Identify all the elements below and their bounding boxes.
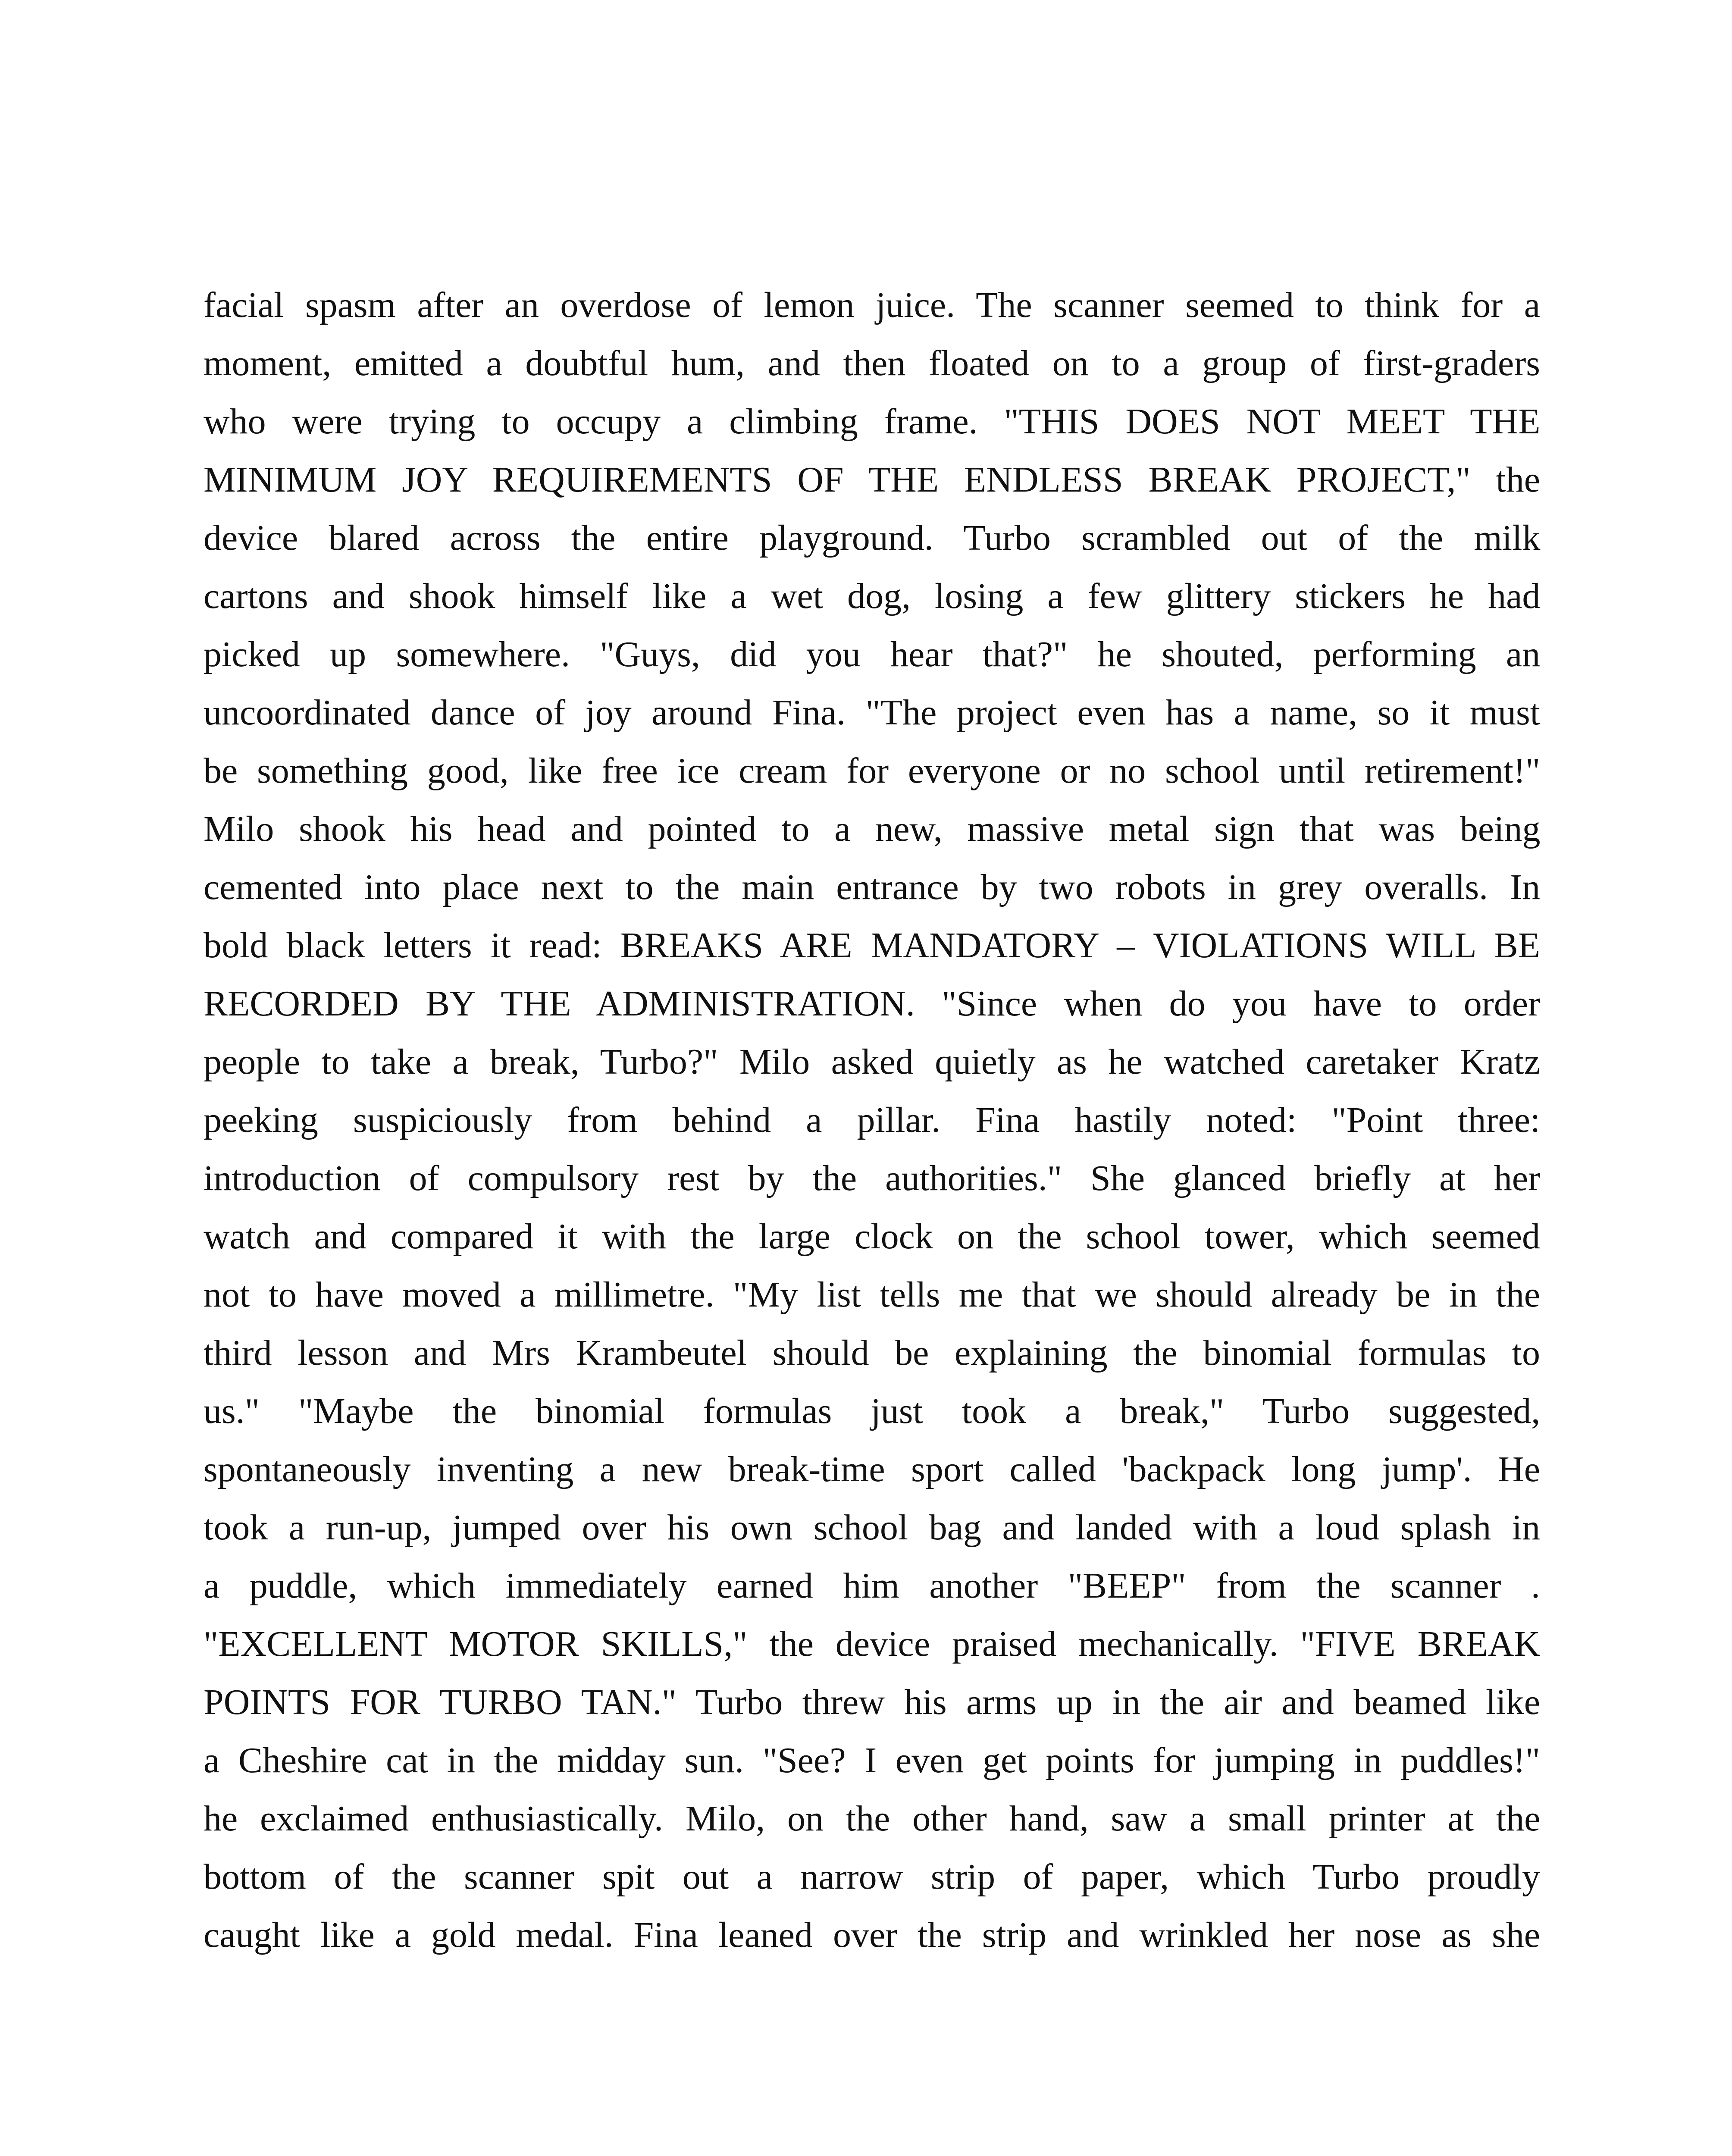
text-line: a Cheshire cat in the midday sun. "See? I even get points for jumping in puddles!" — [204, 1740, 1540, 1780]
text-line: uncoordinated dance of joy around Fina. "The project even has a name, so it must — [204, 693, 1540, 733]
body-text — [204, 276, 1540, 1964]
text-line: cemented into place next to the main entrance by two robots in grey overalls. In — [204, 867, 1541, 907]
text-line: be something good, like free ice cream for everyone or no school until retirement!" — [204, 751, 1541, 791]
text-line: people to take a break, Turbo?" Milo asked quietly as he watched caretaker Kratz — [204, 1042, 1540, 1082]
text-line: bold black letters it read: BREAKS ARE MANDATORY – VIOLATIONS WILL BE — [204, 925, 1540, 965]
text-line: device blared across the entire playground. Turbo scrambled out of the milk — [204, 518, 1541, 558]
text-line: us." "Maybe the binomial formulas just took a break," Turbo suggested, — [204, 1391, 1541, 1431]
text-line: not to have moved a millimetre. "My list tells me that we should already be in the — [204, 1275, 1540, 1315]
text-line: bottom of the scanner spit out a narrow strip of paper, which Turbo proudly — [204, 1857, 1540, 1897]
text-line: peeking suspiciously from behind a pillar. Fina hastily noted: "Point three: — [204, 1100, 1541, 1140]
text-line: facial spasm after an overdose of lemon juice. The scanner seemed to think for a — [204, 285, 1540, 325]
text-line: who were trying to occupy a climbing frame. "THIS DOES NOT MEET THE — [204, 401, 1541, 442]
text-line: spontaneously inventing a new break-time sport called 'backpack long jump'. He — [204, 1449, 1540, 1489]
text-line: MINIMUM JOY REQUIREMENTS OF THE ENDLESS BREAK PROJECT," the — [204, 460, 1540, 500]
text-line: third lesson and Mrs Krambeutel should be explaining the binomial formulas to — [204, 1333, 1540, 1373]
text-line: moment, emitted a doubtful hum, and then floated on to a group of first-graders — [204, 343, 1540, 383]
text-line: RECORDED BY THE ADMINISTRATION. "Since when do you have to order — [204, 984, 1541, 1024]
text-line: caught like a gold medal. Fina leaned over the strip and wrinkled her nose as she — [204, 1915, 1540, 1955]
text-line: a puddle, which immediately earned him another "BEEP" from the scanner . — [204, 1566, 1540, 1606]
text-line: picked up somewhere. "Guys, did you hear that?" he shouted, performing an — [204, 634, 1541, 674]
text-line: he exclaimed enthusiastically. Milo, on the other hand, saw a small printer at the — [204, 1799, 1541, 1839]
text-line: took a run-up, jumped over his own school bag and landed with a loud splash in — [204, 1507, 1540, 1548]
text-line: introduction of compulsory rest by the authorities." She glanced briefly at her — [204, 1158, 1540, 1198]
text-line: cartons and shook himself like a wet dog, losing a few glittery stickers he had — [204, 576, 1541, 616]
text-line: "EXCELLENT MOTOR SKILLS," the device praised mechanically. "FIVE BREAK — [204, 1624, 1541, 1664]
text-line: Milo shook his head and pointed to a new, massive metal sign that was being — [204, 809, 1541, 849]
text-line: watch and compared it with the large clock on the school tower, which seemed — [204, 1216, 1540, 1257]
text-line: POINTS FOR TURBO TAN." Turbo threw his arms up in the air and beamed like — [204, 1682, 1540, 1722]
